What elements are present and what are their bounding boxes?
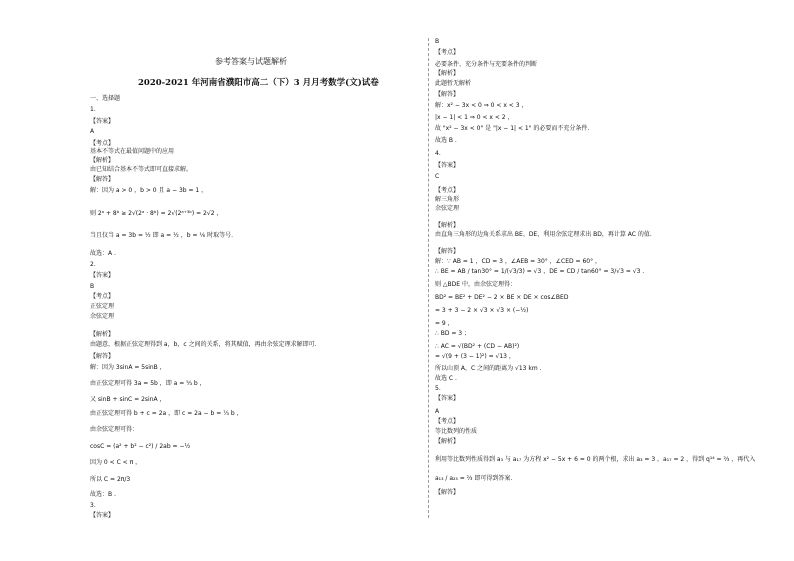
left-column-line: 基本不等式在最值问题中的应用 [90,148,175,155]
right-column-line: C [435,173,440,180]
right-column-line: ∴ BD = 3 ； [435,330,471,337]
left-column-line: B [90,283,95,290]
right-column-line: 【考点】 [435,418,460,425]
right-column-line: 故选 B . [435,137,457,144]
right-column-line: BD² = BE² + DE² − 2 × BE × DE × cos∠BED [435,294,569,301]
right-column-line: 【解析】 [435,70,460,77]
right-column-line: B [435,38,440,45]
left-column-line: A [90,128,95,135]
right-column-line: 【解答】 [435,91,460,98]
right-column-line: 此题暂无解析 [435,80,472,87]
right-column-line: 故选 C . [435,375,457,382]
right-column-line: 则 △BDE 中，由余弦定理得： [435,281,516,288]
left-column-line: 余弦定理 [90,313,115,320]
left-column-line: 【解析】 [90,157,115,164]
right-column-line: A [435,408,440,415]
right-column-line: 由直角三角形的边角关系求出 BE、DE，利用余弦定理求出 BD，再计算 AC 的值. [435,231,652,238]
left-column-line: 【答案】 [90,512,115,519]
left-column-line: 由正弦定理可得 b + c = 2a ，即 c = 2a − b = ⁷⁄₃ b ， [90,410,243,417]
right-column-line: 【解答】 [435,248,460,255]
left-column-line: 【解答】 [90,353,115,360]
left-column-line: 由题意，根据正弦定理得到 a，b，c 之间的关系，将其赋值，再由余弦定理求解即可. [90,341,317,348]
left-column-line: 由余弦定理可得： [90,426,139,433]
right-column-line: 故 "x² − 3x < 0" 是 "|x − 1| < 1" 的必要而不充分条件. [435,125,590,132]
right-column-line: 利用等比数列性质得到 a₃ 与 a₁₇ 为方程 x² − 5x + 6 = 0 的两个根，求出 a₃ = 3 ，a₁₇ = 2 ，得到 q¹⁴ = ⅔ ，再代入 [435,456,756,463]
right-column-line: 【考点】 [435,187,460,194]
left-column-line: 【解析】 [90,331,115,338]
left-column-line: 因为 0 < C < π ， [90,459,142,466]
right-column-line: 【答案】 [435,162,460,169]
right-column-line: ∴ BE = AB / tan30° = 1/(√3/3) = √3 ，DE = CD / tan60° = 3/√3 = √3 . [435,268,645,275]
right-column-line: 解：∵ AB = 1 ，CD = 3 ，∠AEB = 30° ，∠CED = 60° ， [435,258,602,265]
right-column-line: 余弦定理 [435,205,460,212]
right-column-line: 必要条件、充分条件与充要条件的判断 [435,61,538,68]
left-column-line: 【答案】 [90,118,115,125]
left-column-line: 解：因为 3sinA = 5sinB ， [90,364,166,371]
right-column-line: 解三角形 [435,196,460,203]
left-column-line: 【考点】 [90,293,115,300]
left-column-line: 【解答】 [90,176,115,183]
left-column-line: 由已知结合基本不等式即可直接求解。 [90,166,193,173]
right-column-line: = 9 ， [435,320,454,327]
right-column-line: 【解答】 [435,489,460,496]
left-column-line: 1. [90,106,96,113]
left-column-line: 又 sinB + sinC = 2sinA ， [90,396,166,403]
left-column-line: 所以 C = 2π/3 [90,476,131,483]
left-column-line: 3. [90,502,96,509]
left-column-line: 则 2ᵃ + 8ᵇ ≥ 2√(2ᵃ · 8ᵇ) = 2√(2ᵃ⁺³ᵇ) = 2√2 ， [90,210,223,217]
right-column-line: 解：x² − 3x < 0 ⇒ 0 < x < 3 ， [435,102,528,109]
right-column-line: 【答案】 [435,395,460,402]
left-column-line: 2. [90,261,96,268]
left-column-line: 由正弦定理可得 3a = 5b ，即 a = ⁵⁄₃ b ， [90,380,206,387]
right-column-line: 【解析】 [435,222,460,229]
right-column-line: 4. [435,150,441,157]
doc-subtitle: 2020-2021 年河南省濮阳市高二（下）3 月月考数学(文)试卷 [138,78,379,88]
right-column-line: 等比数列的性质 [435,428,478,435]
left-column-line: 故选：B . [90,491,116,498]
left-column-line: 故选：A . [90,250,116,257]
right-column-line: 【考点】 [435,49,460,56]
right-column-line: 所以山顶 A，C 之间的距离为 √13 km . [435,365,542,372]
column-divider [428,38,429,518]
left-column-line: cosC = (a² + b² − c²) / 2ab = −½ [90,443,191,450]
right-column-line: = √(9 + (3 − 1)²) = √13 ， [435,353,515,360]
right-column-line: ∴ AC = √(BD² + (CD − AB)²) [435,343,520,350]
left-column-line: 当且仅当 a = 3b = ½ 即 a = ½ ，b = ⅙ 时取等号. [90,232,234,239]
left-column-line: 【考点】 [90,140,115,147]
left-column-line: 一、选择题 [90,95,121,102]
doc-title: 参考答案与试题解析 [215,57,287,66]
left-column-line: 解：因为 a > 0 ，b > 0 且 a − 3b = 1 ， [90,187,208,194]
left-column-line: 正弦定理 [90,303,115,310]
right-column-line: |x − 1| < 1 ⇒ 0 < x < 2 ， [435,114,514,121]
left-column-line: 【答案】 [90,272,115,279]
right-column-line: a₁₃ / a₂₃ = ⅔ 即可得到答案. [435,475,513,482]
right-column-line: 【解析】 [435,438,460,445]
right-column-line: 5. [435,385,441,392]
right-column-line: = 3 + 3 − 2 × √3 × √3 × (−½) [435,307,529,314]
